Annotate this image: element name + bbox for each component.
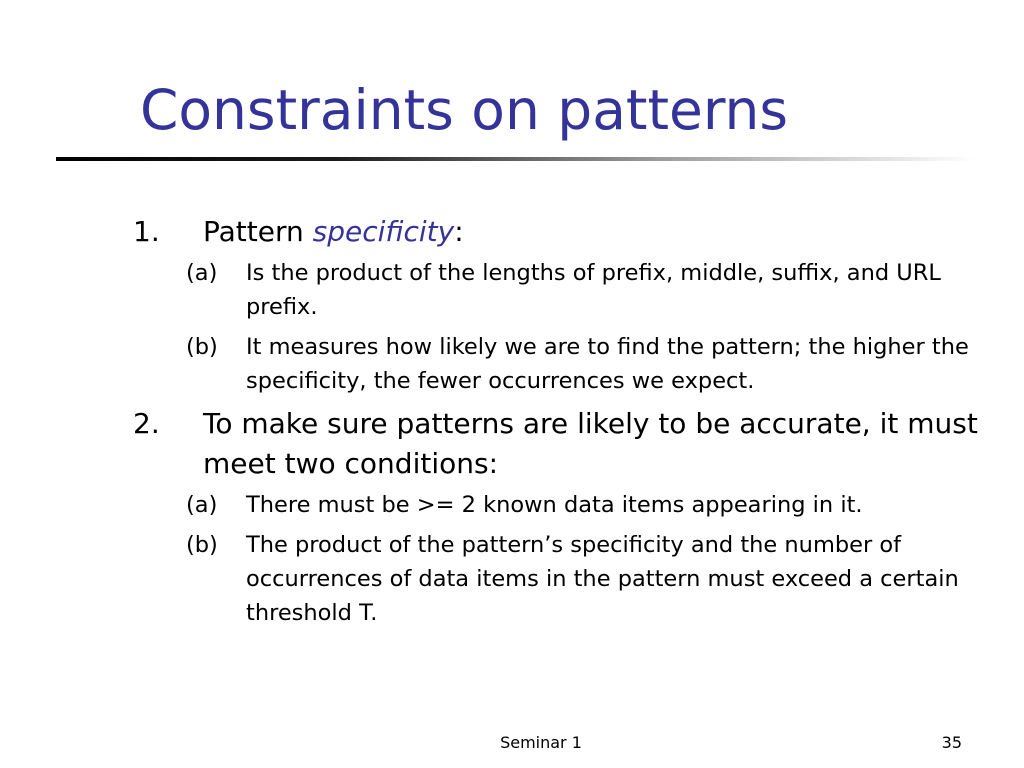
footer-label: Seminar 1 [500,733,582,752]
sub-item-label: (b) [186,334,218,360]
text-after: : [454,215,464,248]
text-before: Pattern [203,215,313,248]
sub-item-label: (b) [186,532,218,558]
page-number: 35 [941,733,962,752]
sub-item-text: The product of the pattern’s specificity and the number of occurrences of data items in the pattern must exceed a certain threshold T. [246,532,959,626]
list-item-1 [133,212,993,252]
list-item-text [203,212,993,252]
list-item-2 [133,404,993,484]
sub-list-1 [186,256,993,398]
sub-item-label: (a) [186,492,218,518]
sub-item-2a [186,488,993,522]
list-item-number: 2. [133,407,160,440]
slide-title: Constraints on patterns [140,78,789,142]
list-item-number: 1. [133,215,160,248]
bullet-list [133,212,993,636]
sub-item-text: Is the product of the lengths of prefix, middle, suffix, and URL prefix. [246,260,941,320]
sub-item-text: There must be >= 2 known data items appearing in it. [246,492,863,518]
sub-item-1b [186,330,993,398]
sub-item-label: (a) [186,260,218,286]
sub-item-text: It measures how likely we are to find the pattern; the higher the specificity, the fewer occurrences we expect. [246,334,969,394]
sub-item-1a [186,256,993,324]
list-item-text: To make sure patterns are likely to be accurate, it must meet two conditions: [203,407,978,480]
sub-item-2b [186,528,993,630]
emphasized-term: specificity [312,215,455,248]
sub-list-2 [186,488,993,630]
title-underline [56,157,976,161]
